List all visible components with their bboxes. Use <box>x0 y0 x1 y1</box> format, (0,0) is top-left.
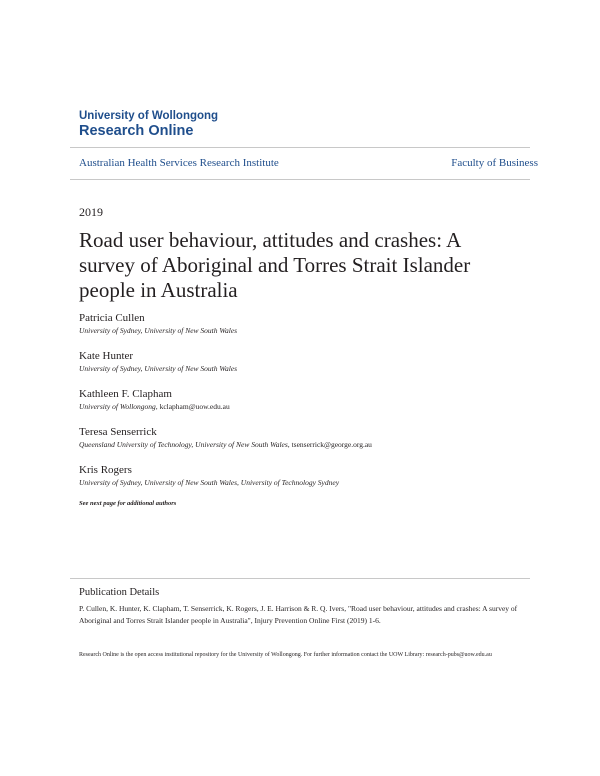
paper-title: Road user behaviour, attitudes and crashes: A survey of Aboriginal and Torres Strait Islander people in Australia <box>79 228 471 302</box>
author-name: Kate Hunter <box>79 350 134 362</box>
author-email[interactable]: kclapham@uow.edu.au <box>159 402 230 411</box>
author-email[interactable]: tsenserrick@george.org.au <box>291 440 372 449</box>
author-affiliation: University of Sydney, University of New South Wales, University of Technology Sydney <box>79 478 340 487</box>
author-affiliation: University of Wollongong, kclapham@uow.edu.au <box>79 402 230 411</box>
author-name: Teresa Senserrick <box>79 426 157 438</box>
author-name: Kris Rogers <box>79 464 132 476</box>
publication-details-text: P. Cullen, K. Hunter, K. Clapham, T. Senserrick, K. Rogers, J. E. Harrison & R. Q. Ivers, "Road user behaviour, attitudes and crashes: A survey of Aboriginal and Torres Strait Islander people in Australia", Injury Prevention Online First (2019) 1-6. <box>79 604 518 625</box>
faculty-link[interactable]: Faculty of Business <box>451 157 538 169</box>
divider-top <box>70 147 530 148</box>
author-entry <box>79 387 539 412</box>
repository-name[interactable]: Research Online <box>79 123 194 139</box>
author-name: Patricia Cullen <box>79 312 145 324</box>
author-list <box>79 311 539 501</box>
author-entry <box>79 463 539 488</box>
publication-details-heading: Publication Details <box>79 587 160 598</box>
divider-bottom <box>70 578 530 579</box>
repository-footer: Research Online is the open access institutional repository for the University of Wollongong. For further information contact the UOW Library: research-pubs@uow.edu.au <box>79 652 492 658</box>
institute-link[interactable]: Australian Health Services Research Institute <box>79 157 279 169</box>
publication-year: 2019 <box>79 205 103 219</box>
author-name: Kathleen F. Clapham <box>79 388 172 400</box>
author-entry <box>79 311 539 336</box>
author-entry <box>79 349 539 374</box>
divider-middle <box>70 179 530 180</box>
author-entry <box>79 425 539 450</box>
author-affiliation: Queensland University of Technology, University of New South Wales, tsenserrick@george.org.au <box>79 440 372 449</box>
author-affiliation: University of Sydney, University of New South Wales <box>79 326 238 335</box>
author-affiliation: University of Sydney, University of New South Wales <box>79 364 238 373</box>
university-name: University of Wollongong <box>79 110 219 122</box>
see-next-page-note[interactable]: See next page for additional authors <box>79 500 177 507</box>
